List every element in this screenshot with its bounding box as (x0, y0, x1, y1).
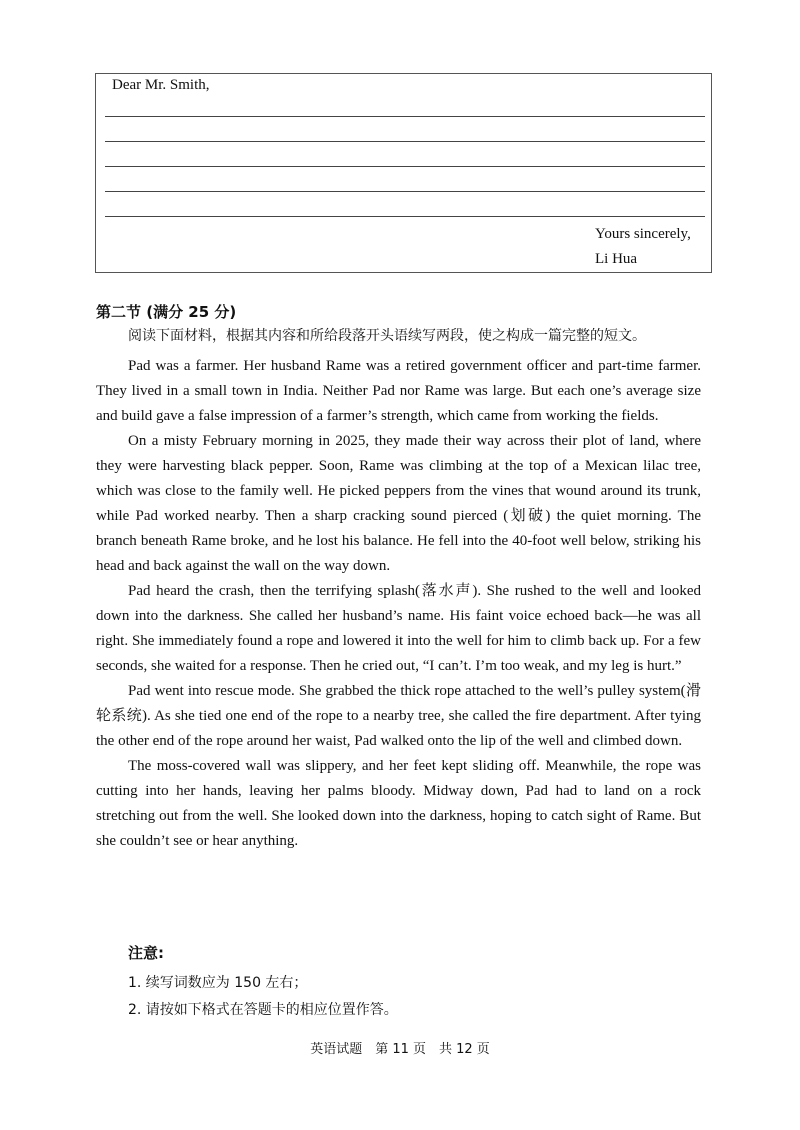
writing-line (105, 216, 705, 217)
letter-answer-box (95, 73, 712, 273)
writing-line (105, 116, 705, 117)
section-heading: 第二节 (满分 25 分) (96, 303, 237, 321)
notes-heading: 注意: (128, 944, 164, 962)
writing-line (105, 166, 705, 167)
passage-paragraph: The moss-covered wall was slippery, and her feet kept sliding off. Meanwhile, the rope was cutting into her hands, leaving her palms bloody. Midway down, Pad had to land on a rock stretching out from the well. She looked down into the darkness, hoping to catch sight of Rame. But she couldn’t see or hear anything. (96, 758, 701, 849)
passage (96, 354, 701, 854)
page-footer: 英语试题 第 11 页 共 12 页 (310, 1042, 490, 1057)
note-item: 2. 请按如下格式在答题卡的相应位置作答。 (128, 1002, 398, 1018)
writing-line (105, 191, 705, 192)
note-item: 1. 续写词数应为 150 左右； (128, 975, 308, 991)
passage-paragraph: On a misty February morning in 2025, they made their way across their plot of land, where they were harvesting black pepper. Soon, Rame was climbing at the top of a Mexican lilac tree, which was close to the family well. He picked peppers from the vines that wound around its trunk, while Pad worked nearby. Then a sharp cracking sound pierced (划破) the quiet morning. The branch beneath Rame broke, and he lost his balance. He fell into the 40-foot well below, striking his head and back against the wall on the way down. (96, 433, 701, 574)
letter-closing: Yours sincerely, (595, 226, 691, 242)
section-instruction: 阅读下面材料，根据其内容和所给段落开头语续写两段，使之构成一篇完整的短文。 (128, 328, 646, 344)
passage-paragraph: Pad heard the crash, then the terrifying splash(落水声). She rushed to the well and looked down into the darkness. She called her husband’s name. His faint voice echoed back—he was all right. She immediately found a rope and lowered it into the well for him to climb back up. For a few seconds, she waited for a response. Then he cried out, “I can’t. I’m too weak, and my leg is hurt.” (96, 583, 701, 674)
writing-line (105, 141, 705, 142)
passage-paragraph: Pad went into rescue mode. She grabbed the thick rope attached to the well’s pulley system(滑轮系统). As she tied one end of the rope to a nearby tree, she called the fire department. After tying the other end of the rope around her waist, Pad walked onto the lip of the well and climbed down. (96, 683, 701, 749)
letter-signature: Li Hua (595, 251, 638, 267)
letter-greeting: Dear Mr. Smith, (112, 77, 210, 93)
passage-paragraph: Pad was a farmer. Her husband Rame was a retired government officer and part-time farmer. They lived in a small town in India. Neither Pad nor Rame was large. But each one’s average size and build gave a false impression of a farmer’s strength, which came from working the fields. (96, 358, 701, 424)
